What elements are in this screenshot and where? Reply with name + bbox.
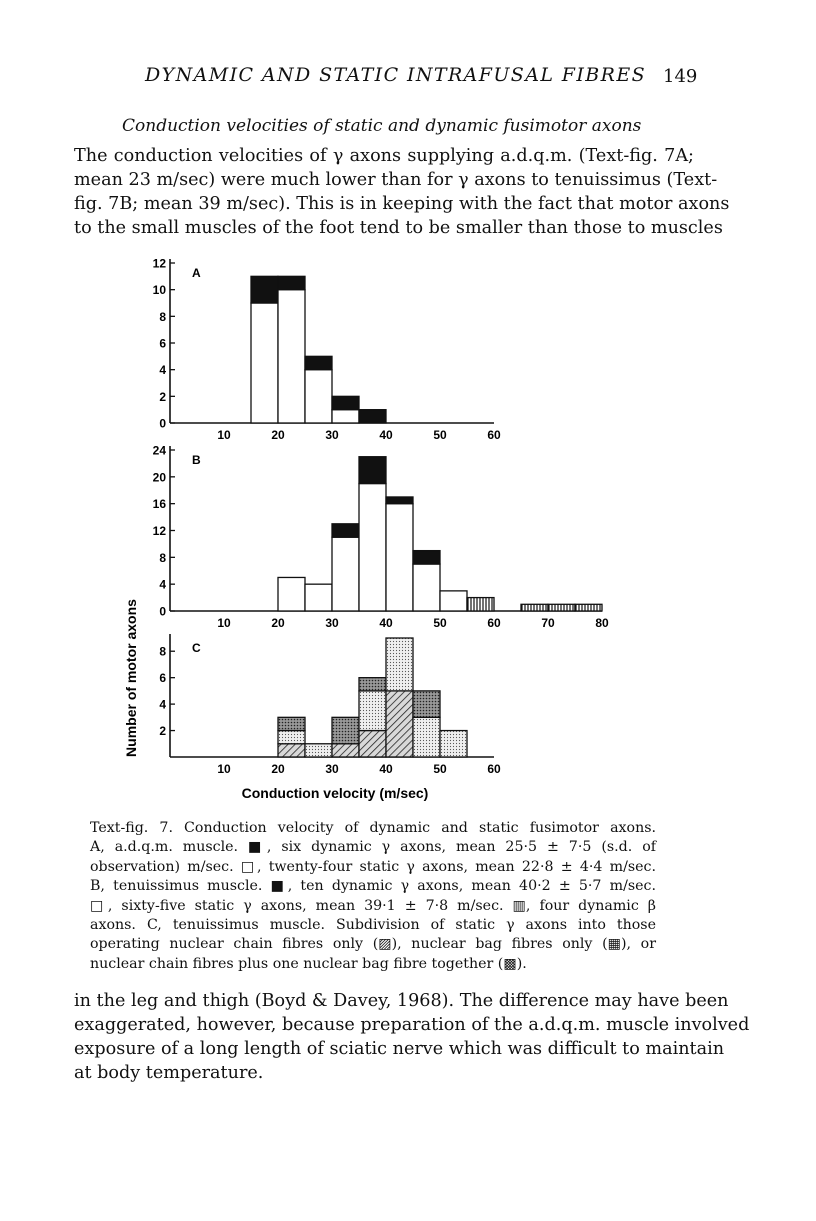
y-tick-label: 8 <box>159 309 166 324</box>
panel-a <box>153 257 501 443</box>
bar-open-25 <box>305 584 332 611</box>
panel-letter: A <box>192 266 201 280</box>
y-tick-label: 4 <box>159 697 166 712</box>
bar-dark-stipple-35 <box>359 678 386 691</box>
y-axis-label: Number of motor axons <box>123 599 139 757</box>
bar-diagonal-hatch-20 <box>278 744 305 757</box>
bar-diagonal-hatch-40 <box>386 691 413 757</box>
bar-open-40 <box>386 504 413 611</box>
x-tick-label: 70 <box>541 616 555 630</box>
bar-light-stipple-40 <box>386 638 413 691</box>
caption-line: axons. C, tenuissimus muscle. Subdivision of static γ axons into those <box>90 917 656 934</box>
bar-open-50 <box>440 591 467 611</box>
x-tick-label: 10 <box>217 428 231 442</box>
bar-open-15 <box>251 303 278 423</box>
bar-vertical-hatch-55 <box>467 598 494 611</box>
y-tick-label: 12 <box>152 524 166 538</box>
bar-light-stipple-50 <box>440 731 467 757</box>
bar-diagonal-hatch-30 <box>332 744 359 757</box>
panel-c <box>159 634 501 776</box>
caption-line: □, sixty-five static γ axons, mean 39·1 ± 7·8 m/sec. ▥, four dynamic β <box>90 897 656 914</box>
bar-solid-30 <box>332 396 359 409</box>
x-tick-label: 40 <box>379 762 393 776</box>
figure-caption <box>90 819 656 974</box>
x-tick-label: 60 <box>487 428 501 442</box>
y-tick-label: 4 <box>159 577 166 592</box>
text-line: to the small muscles of the foot tend to be smaller than those to muscles <box>74 218 723 238</box>
y-tick-label: 6 <box>159 671 166 686</box>
bar-dark-stipple-20 <box>278 717 305 730</box>
caption-line: A, a.d.q.m. muscle. ■, six dynamic γ axons, mean 25·5 ± 7·5 (s.d. of <box>90 839 656 856</box>
y-tick-label: 10 <box>152 283 166 298</box>
panel-b <box>153 444 609 631</box>
y-tick-label: 2 <box>159 389 166 404</box>
bar-open-20 <box>278 290 305 423</box>
bar-solid-35 <box>359 457 386 484</box>
running-title: DYNAMIC AND STATIC INTRAFUSAL FIBRES <box>145 64 647 86</box>
bar-light-stipple-20 <box>278 731 305 744</box>
bar-open-35 <box>359 484 386 611</box>
y-tick-label: 24 <box>152 443 166 458</box>
paragraph-1 <box>74 144 730 240</box>
bar-open-25 <box>305 370 332 423</box>
text-line: in the leg and thigh (Boyd & Davey, 1968). The difference may have been <box>74 991 729 1011</box>
y-tick-label: 8 <box>159 550 166 565</box>
x-tick-label: 30 <box>325 428 339 442</box>
panel-letter: C <box>192 641 201 655</box>
bar-vertical-hatch-75 <box>575 604 602 611</box>
y-tick-label: 6 <box>159 336 166 351</box>
section-title: Conduction velocities of static and dynamic fusimotor axons <box>122 116 642 136</box>
x-tick-label: 20 <box>271 428 285 442</box>
x-tick-label: 40 <box>379 428 393 442</box>
page-number: 149 <box>663 66 698 87</box>
x-tick-label: 40 <box>379 616 393 630</box>
text-line: mean 23 m/sec) were much lower than for γ axons to tenuissimus (Text- <box>74 170 718 190</box>
x-tick-label: 20 <box>271 616 285 630</box>
x-axis-label: Conduction velocity (m/sec) <box>241 785 429 801</box>
y-tick-label: 4 <box>159 363 166 378</box>
x-tick-label: 30 <box>325 762 339 776</box>
caption-line: B, tenuissimus muscle. ■, ten dynamic γ axons, mean 40·2 ± 5·7 m/sec. <box>90 878 656 895</box>
text-line: exaggerated, however, because preparation of the a.d.q.m. muscle involved <box>74 1015 750 1035</box>
bar-solid-30 <box>332 524 359 537</box>
x-tick-label: 10 <box>217 616 231 630</box>
y-tick-label: 0 <box>159 416 166 431</box>
bar-solid-15 <box>251 276 278 303</box>
y-tick-label: 20 <box>152 470 166 485</box>
text-line: The conduction velocities of γ axons supplying a.d.q.m. (Text-fig. 7A; <box>74 146 694 166</box>
x-tick-label: 50 <box>433 762 447 776</box>
x-tick-label: 50 <box>433 428 447 442</box>
bar-diagonal-hatch-35 <box>359 731 386 757</box>
histogram-svg <box>110 250 630 810</box>
bar-vertical-hatch-65 <box>521 604 548 611</box>
y-tick-label: 2 <box>159 724 166 739</box>
caption-line: Text-fig. 7. Conduction velocity of dynamic and static fusimotor axons. <box>90 820 656 836</box>
bar-vertical-hatch-70 <box>548 604 575 611</box>
bar-dark-stipple-45 <box>413 691 440 717</box>
bar-light-stipple-35 <box>359 691 386 731</box>
text-line: fig. 7B; mean 39 m/sec). This is in keeping with the fact that motor axons <box>74 194 730 214</box>
bar-solid-25 <box>305 356 332 369</box>
x-tick-label: 30 <box>325 616 339 630</box>
caption-line: nuclear chain fibres plus one nuclear bag fibre together (▩). <box>90 955 527 972</box>
x-tick-label: 60 <box>487 762 501 776</box>
text-line: exposure of a long length of sciatic nerve which was difficult to maintain <box>74 1039 725 1059</box>
panel-letter: B <box>192 453 201 467</box>
caption-line: operating nuclear chain fibres only (▨), nuclear bag fibres only (▦), or <box>90 936 656 953</box>
y-tick-label: 0 <box>159 604 166 619</box>
histogram-figure <box>110 250 630 814</box>
bar-open-20 <box>278 577 305 611</box>
y-tick-label: 12 <box>152 256 166 271</box>
y-tick-label: 8 <box>159 644 166 659</box>
bar-dark-stipple-30 <box>332 717 359 743</box>
bar-open-45 <box>413 564 440 611</box>
bar-solid-40 <box>386 497 413 504</box>
x-tick-label: 20 <box>271 762 285 776</box>
x-tick-label: 60 <box>487 616 501 630</box>
caption-line: observation) m/sec. □, twenty-four static γ axons, mean 22·8 ± 4·4 m/sec. <box>90 858 656 875</box>
paragraph-2 <box>74 989 750 1085</box>
bar-light-stipple-25 <box>305 744 332 757</box>
bar-solid-35 <box>359 410 386 423</box>
x-tick-label: 80 <box>595 616 609 630</box>
x-tick-label: 50 <box>433 616 447 630</box>
x-tick-label: 10 <box>217 762 231 776</box>
bar-open-30 <box>332 537 359 611</box>
bar-open-30 <box>332 410 359 423</box>
text-line: at body temperature. <box>74 1063 264 1083</box>
y-tick-label: 16 <box>152 497 166 512</box>
bar-light-stipple-45 <box>413 717 440 757</box>
bar-solid-20 <box>278 276 305 289</box>
bar-solid-45 <box>413 551 440 564</box>
